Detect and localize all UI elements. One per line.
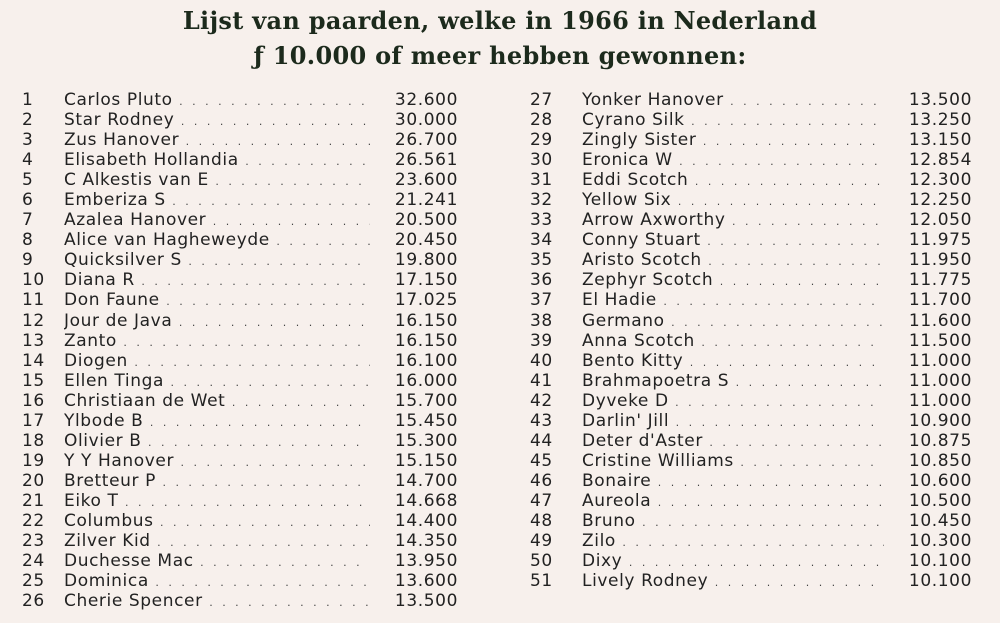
list-item xyxy=(530,250,972,270)
list-item xyxy=(22,150,458,170)
list-item xyxy=(530,491,972,511)
list-item xyxy=(22,471,458,491)
horse-name: Brahmapoetra S . . . xyxy=(582,371,884,393)
list-item xyxy=(530,170,972,190)
list-item xyxy=(530,471,972,491)
horse-name: Bretteur P . . . xyxy=(64,471,370,493)
horse-name: Cyrano Silk . . . xyxy=(582,110,884,132)
rank-number: 31 xyxy=(530,170,553,191)
horse-name: Y Y Hanover . . . xyxy=(64,451,370,473)
rank-number: 26 xyxy=(22,591,45,612)
horse-name: Eronica W . . . xyxy=(582,150,884,172)
horse-name: Zephyr Scotch . . . xyxy=(582,270,884,292)
left-column-list xyxy=(22,90,458,611)
list-item xyxy=(530,130,972,150)
prize-amount: 32.600 xyxy=(394,90,458,110)
list-item xyxy=(530,531,972,551)
prize-amount: 11.000 xyxy=(908,390,972,411)
rank-number: 37 xyxy=(530,290,553,311)
list-item xyxy=(22,110,458,130)
rank-number: 35 xyxy=(530,250,553,271)
list-item xyxy=(22,311,458,331)
rank-number: 3 xyxy=(22,130,34,151)
prize-amount: 10.875 xyxy=(908,430,972,451)
horse-name: Don Faune . . . xyxy=(64,290,370,312)
list-item xyxy=(530,270,972,290)
rank-number: 51 xyxy=(530,571,553,592)
rank-number: 34 xyxy=(530,230,553,251)
list-item xyxy=(22,90,458,110)
horse-name: Elisabeth Hollandia . . . xyxy=(64,150,370,172)
horse-name: Yellow Six . . . xyxy=(582,190,884,212)
prize-amount: 15.300 xyxy=(394,430,458,451)
list-item xyxy=(22,511,458,531)
prize-amount: 13.500 xyxy=(394,591,458,612)
horse-name: Azalea Hanover . . . xyxy=(64,210,370,232)
horse-name: Darlin' Jill . . . xyxy=(582,411,884,433)
rank-number: 1 xyxy=(22,90,34,110)
rank-number: 10 xyxy=(22,270,45,291)
list-item xyxy=(530,451,972,471)
rank-number: 23 xyxy=(22,531,45,552)
rank-number: 16 xyxy=(22,390,45,411)
list-item xyxy=(530,351,972,371)
list-item xyxy=(530,371,972,391)
rank-number: 28 xyxy=(530,110,553,131)
horse-name: Jour de Java . . . xyxy=(64,311,370,333)
rank-number: 48 xyxy=(530,510,553,531)
prize-amount: 10.100 xyxy=(908,571,972,592)
rank-number: 11 xyxy=(22,290,45,311)
rank-number: 46 xyxy=(530,470,553,491)
rank-number: 42 xyxy=(530,390,553,411)
rank-number: 7 xyxy=(22,210,34,231)
prize-amount: 12.250 xyxy=(908,190,972,211)
list-item xyxy=(22,130,458,150)
prize-amount: 16.000 xyxy=(394,370,458,391)
list-item xyxy=(22,591,458,611)
horse-name: Quicksilver S . . . xyxy=(64,250,370,272)
list-item xyxy=(22,331,458,351)
prize-amount: 14.350 xyxy=(394,531,458,552)
rank-number: 15 xyxy=(22,370,45,391)
prize-amount: 13.500 xyxy=(908,90,972,110)
prize-amount: 23.600 xyxy=(394,170,458,191)
page-subtitle: ƒ 10.000 of meer hebben gewonnen: xyxy=(253,41,747,70)
rank-number: 47 xyxy=(530,490,553,511)
prize-amount: 30.000 xyxy=(394,110,458,131)
horse-name: Columbus . . . xyxy=(64,511,370,533)
horse-name: Duchesse Mac . . . xyxy=(64,551,370,573)
rank-number: 33 xyxy=(530,210,553,231)
rank-number: 4 xyxy=(22,150,34,171)
list-item xyxy=(530,230,972,250)
rank-number: 2 xyxy=(22,110,34,131)
rank-number: 8 xyxy=(22,230,34,251)
list-item xyxy=(530,210,972,230)
prize-amount: 10.300 xyxy=(908,531,972,552)
rank-number: 36 xyxy=(530,270,553,291)
horse-name: Dominica . . . xyxy=(64,571,370,593)
list-item xyxy=(530,411,972,431)
list-item xyxy=(530,311,972,331)
prize-amount: 10.450 xyxy=(908,510,972,531)
rank-number: 9 xyxy=(22,250,34,271)
list-item xyxy=(22,290,458,310)
horse-name: Aristo Scotch . . . xyxy=(582,250,884,272)
list-item xyxy=(22,411,458,431)
rank-number: 14 xyxy=(22,350,45,371)
right-column-list xyxy=(530,90,972,591)
horse-name: Conny Stuart . . . xyxy=(582,230,884,252)
prize-amount: 16.150 xyxy=(394,310,458,331)
rank-number: 24 xyxy=(22,551,45,572)
prize-amount: 10.500 xyxy=(908,490,972,511)
list-item xyxy=(22,431,458,451)
horse-name: C Alkestis van E . . . xyxy=(64,170,370,192)
prize-amount: 11.700 xyxy=(908,290,972,311)
prize-amount: 17.150 xyxy=(394,270,458,291)
prize-amount: 20.500 xyxy=(394,210,458,231)
rank-number: 44 xyxy=(530,430,553,451)
horse-name: Christiaan de Wet . . . xyxy=(64,391,370,413)
rank-number: 12 xyxy=(22,310,45,331)
list-item xyxy=(22,451,458,471)
horse-name: Eddi Scotch . . . xyxy=(582,170,884,192)
horse-name: Deter d'Aster . . . xyxy=(582,431,884,453)
list-item xyxy=(530,90,972,110)
horse-name: Ellen Tinga . . . xyxy=(64,371,370,393)
rank-number: 30 xyxy=(530,150,553,171)
horse-name: Alice van Hagheweyde . . . xyxy=(64,230,370,252)
horse-name: Zanto . . . xyxy=(64,331,370,353)
horse-name: Yonker Hanover . . . xyxy=(582,90,884,112)
prize-amount: 19.800 xyxy=(394,250,458,271)
rank-number: 27 xyxy=(530,90,553,110)
horse-name: Dixy . . . xyxy=(582,551,884,573)
prize-amount: 10.100 xyxy=(908,551,972,572)
horse-name: Bento Kitty . . . xyxy=(582,351,884,373)
prize-amount: 11.950 xyxy=(908,250,972,271)
horse-name: Zilo . . . xyxy=(582,531,884,553)
prize-amount: 11.600 xyxy=(908,310,972,331)
horse-name: Germano . . . xyxy=(582,311,884,333)
list-item xyxy=(22,230,458,250)
prize-amount: 12.854 xyxy=(908,150,972,171)
horse-name: Aureola . . . xyxy=(582,491,884,513)
list-item xyxy=(22,371,458,391)
rank-number: 49 xyxy=(530,531,553,552)
list-item xyxy=(22,250,458,270)
list-item xyxy=(530,571,972,591)
rank-number: 20 xyxy=(22,470,45,491)
prize-amount: 14.400 xyxy=(394,510,458,531)
prize-amount: 11.500 xyxy=(908,330,972,351)
horse-name: Zilver Kid . . . xyxy=(64,531,370,553)
horse-name: El Hadie . . . xyxy=(582,290,884,312)
horse-name: Dyveke D . . . xyxy=(582,391,884,413)
list-item xyxy=(22,571,458,591)
list-item xyxy=(530,190,972,210)
horse-name: Bruno . . . xyxy=(582,511,884,533)
prize-amount: 20.450 xyxy=(394,230,458,251)
horse-name: Diogen . . . xyxy=(64,351,370,373)
list-item xyxy=(530,431,972,451)
prize-amount: 16.150 xyxy=(394,330,458,351)
rank-number: 22 xyxy=(22,510,45,531)
rank-number: 40 xyxy=(530,350,553,371)
prize-amount: 15.450 xyxy=(394,410,458,431)
horse-name: Zingly Sister . . . xyxy=(582,130,884,152)
rank-number: 25 xyxy=(22,571,45,592)
page-title: Lijst van paarden, welke in 1966 in Nederland xyxy=(182,6,818,35)
rank-number: 38 xyxy=(530,310,553,331)
prize-amount: 10.850 xyxy=(908,450,972,471)
horse-name: Olivier B . . . xyxy=(64,431,370,453)
prize-amount: 11.975 xyxy=(908,230,972,251)
prize-amount: 13.250 xyxy=(908,110,972,131)
list-item xyxy=(22,190,458,210)
rank-number: 18 xyxy=(22,430,45,451)
rank-number: 50 xyxy=(530,551,553,572)
list-item xyxy=(530,150,972,170)
prize-amount: 15.700 xyxy=(394,390,458,411)
list-item xyxy=(22,210,458,230)
horse-name: Arrow Axworthy . . . xyxy=(582,210,884,232)
rank-number: 6 xyxy=(22,190,34,211)
list-item xyxy=(22,531,458,551)
prize-amount: 12.300 xyxy=(908,170,972,191)
rank-number: 5 xyxy=(22,170,34,191)
prize-amount: 17.025 xyxy=(394,290,458,311)
horse-name: Emberiza S . . . xyxy=(64,190,370,212)
rank-number: 17 xyxy=(22,410,45,431)
prize-amount: 26.561 xyxy=(394,150,458,171)
list-item xyxy=(530,110,972,130)
prize-amount: 11.000 xyxy=(908,350,972,371)
rank-number: 39 xyxy=(530,330,553,351)
horse-name: Cristine Williams . . . xyxy=(582,451,884,473)
prize-amount: 10.600 xyxy=(908,470,972,491)
prize-amount: 16.100 xyxy=(394,350,458,371)
rank-number: 19 xyxy=(22,450,45,471)
list-item xyxy=(530,511,972,531)
prize-amount: 13.600 xyxy=(394,571,458,592)
rank-number: 45 xyxy=(530,450,553,471)
prize-amount: 26.700 xyxy=(394,130,458,151)
rank-number: 13 xyxy=(22,330,45,351)
prize-amount: 10.900 xyxy=(908,410,972,431)
horse-name: Carlos Pluto . . . xyxy=(64,90,370,112)
horse-name: Bonaire . . . xyxy=(582,471,884,493)
prize-amount: 21.241 xyxy=(394,190,458,211)
horse-name: Eiko T . . . xyxy=(64,491,370,513)
list-item xyxy=(22,270,458,290)
horse-name: Lively Rodney . . . xyxy=(582,571,884,593)
horse-name: Ylbode B . . . xyxy=(64,411,370,433)
prize-amount: 15.150 xyxy=(394,450,458,471)
list-item xyxy=(22,391,458,411)
prize-amount: 11.000 xyxy=(908,370,972,391)
horse-name: Star Rodney . . . xyxy=(64,110,370,132)
horse-name: Zus Hanover . . . xyxy=(64,130,370,152)
list-item xyxy=(22,551,458,571)
list-item xyxy=(22,170,458,190)
horse-name: Diana R . . . xyxy=(64,270,370,292)
prize-amount: 14.700 xyxy=(394,470,458,491)
prize-amount: 12.050 xyxy=(908,210,972,231)
prize-amount: 13.150 xyxy=(908,130,972,151)
rank-number: 21 xyxy=(22,490,45,511)
list-item xyxy=(22,491,458,511)
rank-number: 32 xyxy=(530,190,553,211)
list-item xyxy=(530,551,972,571)
rank-number: 43 xyxy=(530,410,553,431)
list-item xyxy=(530,290,972,310)
horse-name: Anna Scotch . . . xyxy=(582,331,884,353)
prize-amount: 13.950 xyxy=(394,551,458,572)
prize-amount: 14.668 xyxy=(394,490,458,511)
list-item xyxy=(22,351,458,371)
list-item xyxy=(530,391,972,411)
horse-name: Cherie Spencer . . . xyxy=(64,591,370,613)
rank-number: 29 xyxy=(530,130,553,151)
rank-number: 41 xyxy=(530,370,553,391)
list-item xyxy=(530,331,972,351)
prize-amount: 11.775 xyxy=(908,270,972,291)
